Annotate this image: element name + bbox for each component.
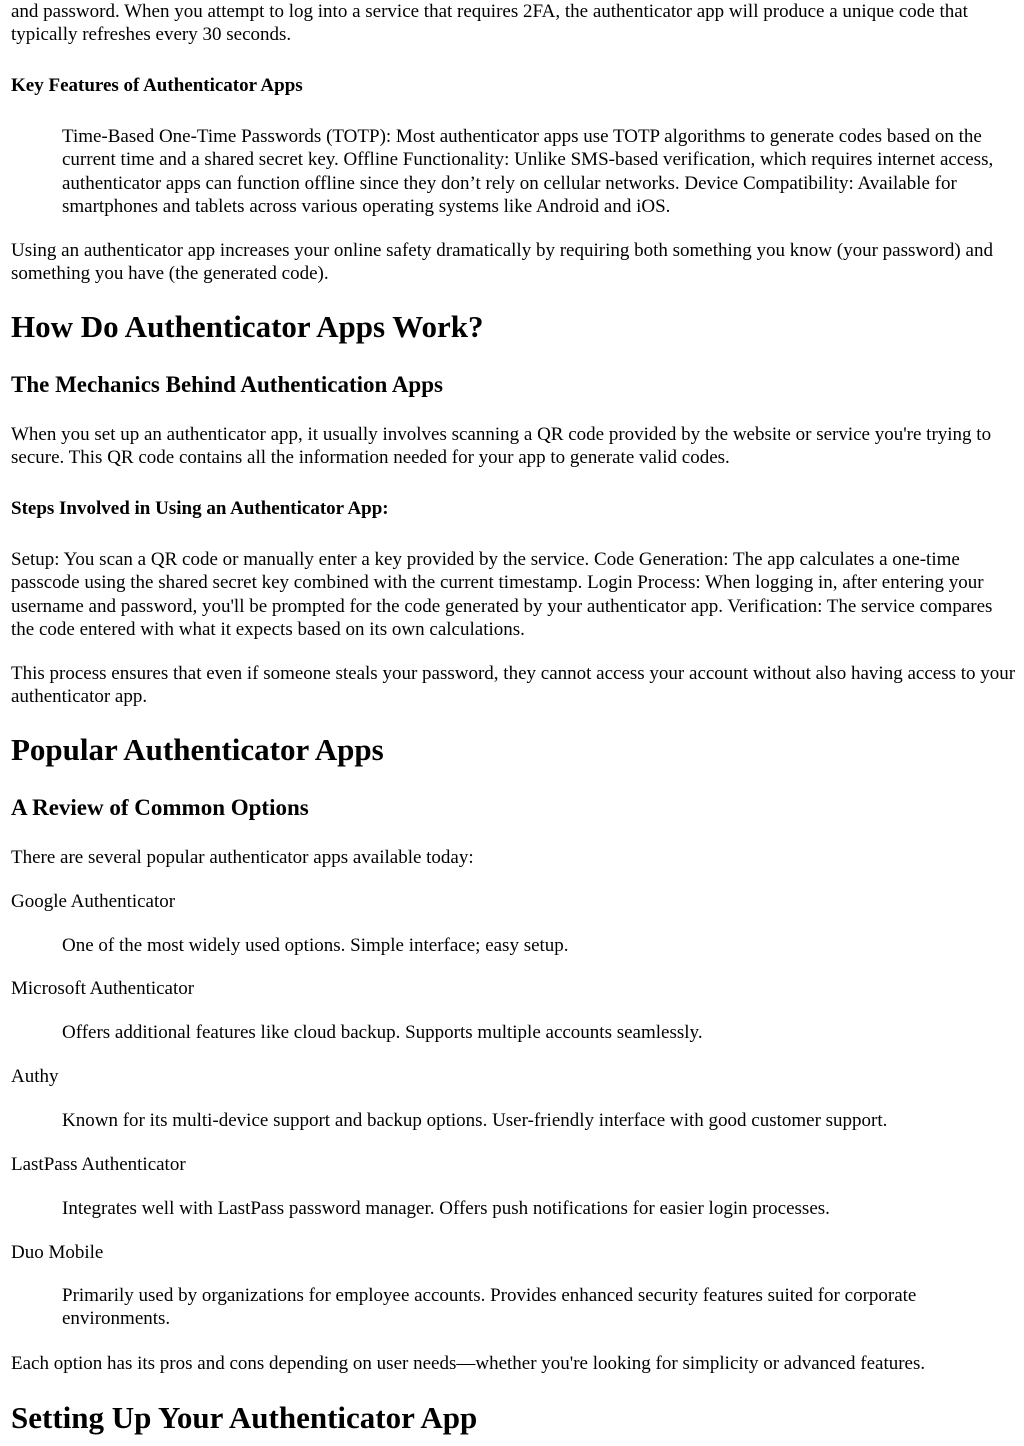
popular-apps-conclusion: Each option has its pros and cons depending on user needs—whether you're looking for simplicity or advanced features. [11, 1353, 926, 1374]
popular-apps-heading: Popular Authenticator Apps [11, 732, 384, 767]
process-paragraph: This process ensures that even if someone steals your password, they cannot access your account without also having access to your authenticator app. [11, 663, 1016, 708]
intro-paragraph: and password. When you attempt to log into a service that requires 2FA, the authenticator app will produce a unique code that typically refreshes every 30 seconds. [11, 1, 968, 46]
key-features-heading: Key Features of Authenticator Apps [11, 75, 303, 96]
popular-apps-intro: There are several popular authenticator apps available today: [11, 847, 474, 868]
app-name: Google Authenticator [11, 891, 176, 912]
app-name: Microsoft Authenticator [11, 978, 195, 999]
app-description: Offers additional features like cloud backup. Supports multiple accounts seamlessly. [62, 1022, 703, 1043]
common-options-subheading: A Review of Common Options [11, 795, 309, 820]
app-description: Integrates well with LastPass password manager. Offers push notifications for easier login processes. [62, 1198, 830, 1219]
app-description: Primarily used by organizations for employee accounts. Provides enhanced security features suited for corporate environments. [62, 1285, 917, 1330]
setup-heading: Setting Up Your Authenticator App [11, 1400, 478, 1435]
key-features-text: Time-Based One-Time Passwords (TOTP): Most authenticator apps use TOTP algorithms to generate codes based on the current time and a shared secret key. Offline Functionality: Unlike SMS-based verification, which requires internet access, authenticator apps can function offline since they don’t rely on cellular networks. Device Compatibility: Available for smartphones and tablets across various operating systems like Android and iOS. [62, 126, 994, 218]
mechanics-paragraph: When you set up an authenticator app, it usually involves scanning a QR code provided by the website or service you're trying to secure. This QR code contains all the information needed for your app to generate valid codes. [11, 424, 992, 469]
app-name: Authy [11, 1066, 59, 1087]
app-name: Duo Mobile [11, 1242, 104, 1263]
mechanics-subheading: The Mechanics Behind Authentication Apps [11, 372, 443, 397]
app-name: LastPass Authenticator [11, 1154, 186, 1175]
steps-heading: Steps Involved in Using an Authenticator App: [11, 498, 389, 519]
how-it-works-heading: How Do Authenticator Apps Work? [11, 309, 484, 344]
key-features-summary: Using an authenticator app increases your online safety dramatically by requiring both something you know (your password) and something you have (the generated code). [11, 240, 993, 285]
app-description: Known for its multi-device support and backup options. User-friendly interface with good customer support. [62, 1110, 888, 1131]
app-description: One of the most widely used options. Simple interface; easy setup. [62, 935, 569, 956]
steps-paragraph: Setup: You scan a QR code or manually enter a key provided by the service. Code Generation: The app calculates a one-time passcode using the shared secret key combined with the current timestamp. Login Process: When logging in, after entering your username and password, you'll be prompted for the code generated by your authenticator app. Verification: The service compares the code entered with what it expects based on its own calculations. [11, 549, 993, 641]
